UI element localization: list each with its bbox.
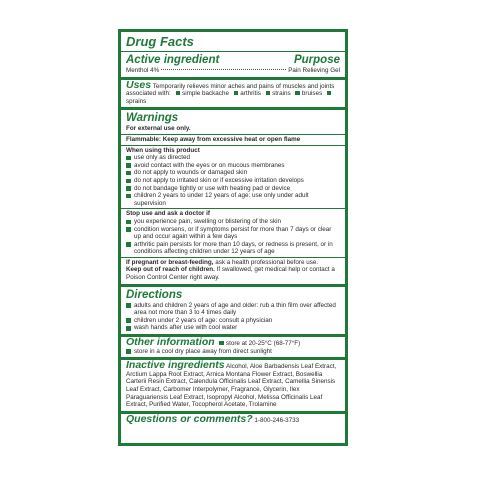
- directions-section: [121, 287, 345, 337]
- drug-facts-header: [121, 32, 345, 52]
- list-item: use only as directed: [126, 154, 340, 162]
- list-item: avoid contact with the eyes or on mucous membranes: [126, 162, 340, 170]
- use-item: simple backache: [182, 90, 229, 98]
- stop-use-list: [126, 218, 340, 256]
- bullet-icon: [234, 91, 239, 96]
- list-item: children under 2 years of age: consult a physician: [126, 317, 340, 325]
- bullet-icon: [219, 341, 224, 346]
- use-item: sprains: [126, 97, 147, 105]
- leader-dots: [161, 69, 286, 70]
- purpose-value: Pain Relieving Gel: [288, 67, 340, 74]
- list-item: store in a cool dry place away from direct sunlight: [126, 348, 340, 356]
- external-use-text: For external use only.: [126, 125, 191, 133]
- pregnant-text: ask a health professional before use.: [215, 258, 319, 266]
- list-item: condition worsens, or if symptoms persist for more than 7 days or clear up and occur again within a few days: [126, 226, 340, 241]
- inactive-ingredients-section: [121, 360, 345, 414]
- list-item: you experience pain, swelling or blistering of the skin: [126, 218, 340, 226]
- list-item: do not apply to irritated skin or if excessive irritation develops: [126, 177, 340, 185]
- drug-facts-label: [118, 29, 348, 446]
- uses-text: Temporarily relieves minor aches and pains of muscles and joints associated with:: [126, 82, 335, 98]
- questions-phone: 1-800-246-3733: [254, 416, 300, 424]
- list-item: wash hands after use with cool water: [126, 324, 340, 332]
- warnings-section: [121, 110, 345, 286]
- bullet-icon: [295, 91, 300, 96]
- other-info-item: store at 20-25°C (68-77°F): [225, 340, 301, 348]
- inactive-ingredients-text: Alcohol, Aloe Barbadensis Leaf Extract, Arctium Lappa Root Extract, Arnica Montana Flower Extract, Boswellia Carterii Resin Extract, Calendula Officinalis Leaf Extract, Camellia Sinensis Leaf Extract, Carbomer Interpolymer, Fragrance, Glycerin, Ilex Paraguariensis Leaf Extract, Isopropyl Alcohol, Melissa Officinalis Leaf Extract, Purified Water, Tocopherol Acetate, Trolamine: [126, 363, 337, 409]
- active-ingredient-value: Menthol 4%: [126, 67, 160, 74]
- questions-section: [121, 414, 345, 427]
- list-item: children 2 years to under 12 years of age: use only under adult supervision: [126, 192, 340, 207]
- inactive-ingredients-heading: Inactive ingredients: [126, 359, 225, 372]
- list-item: arthritic pain persists for more than 10 days, or redness is present, or in conditions affecting children under 12 years of age: [126, 241, 340, 256]
- purpose-heading: Purpose: [293, 54, 340, 66]
- bullet-icon: [327, 91, 332, 96]
- active-ingredient-heading: Active ingredient: [126, 54, 220, 66]
- flammable-text: Flammable: Keep away from excessive heat or open flame: [121, 134, 345, 144]
- other-info-list: [126, 348, 340, 356]
- bullet-icon: [176, 91, 181, 96]
- use-item: strains: [272, 90, 291, 98]
- reach-bold: Keep out of reach of children.: [126, 266, 215, 274]
- use-item: arthritis: [240, 90, 261, 98]
- other-information-heading: Other information: [126, 336, 215, 349]
- when-using-heading: When using this product: [126, 146, 200, 154]
- pregnant-bold: If pregnant or breast-feeding,: [126, 258, 214, 266]
- reach-text: If swallowed, get medical help or contact a Poison Control Center right away.: [126, 266, 335, 282]
- drug-facts-title: Drug Facts: [126, 34, 194, 49]
- list-item: do not apply to wounds or damaged skin: [126, 169, 340, 177]
- bullet-icon: [266, 91, 271, 96]
- list-item: adults and children 2 years of age and older: rub a thin film over affected area not more than 3 to 4 times daily: [126, 302, 340, 317]
- questions-heading: Questions or comments?: [126, 412, 253, 425]
- when-using-list: [126, 154, 340, 207]
- directions-list: [126, 302, 340, 332]
- other-information-section: [121, 337, 345, 360]
- uses-heading: Uses: [126, 78, 152, 91]
- stop-use-heading: Stop use and ask a doctor if: [126, 210, 210, 218]
- list-item: do not bandage tightly or use with heating pad or device: [126, 185, 340, 193]
- active-ingredient-section: [121, 52, 345, 80]
- uses-section: [121, 80, 345, 111]
- use-item: bruises: [301, 90, 323, 98]
- directions-heading: Directions: [126, 288, 183, 301]
- warnings-heading: Warnings: [126, 112, 179, 125]
